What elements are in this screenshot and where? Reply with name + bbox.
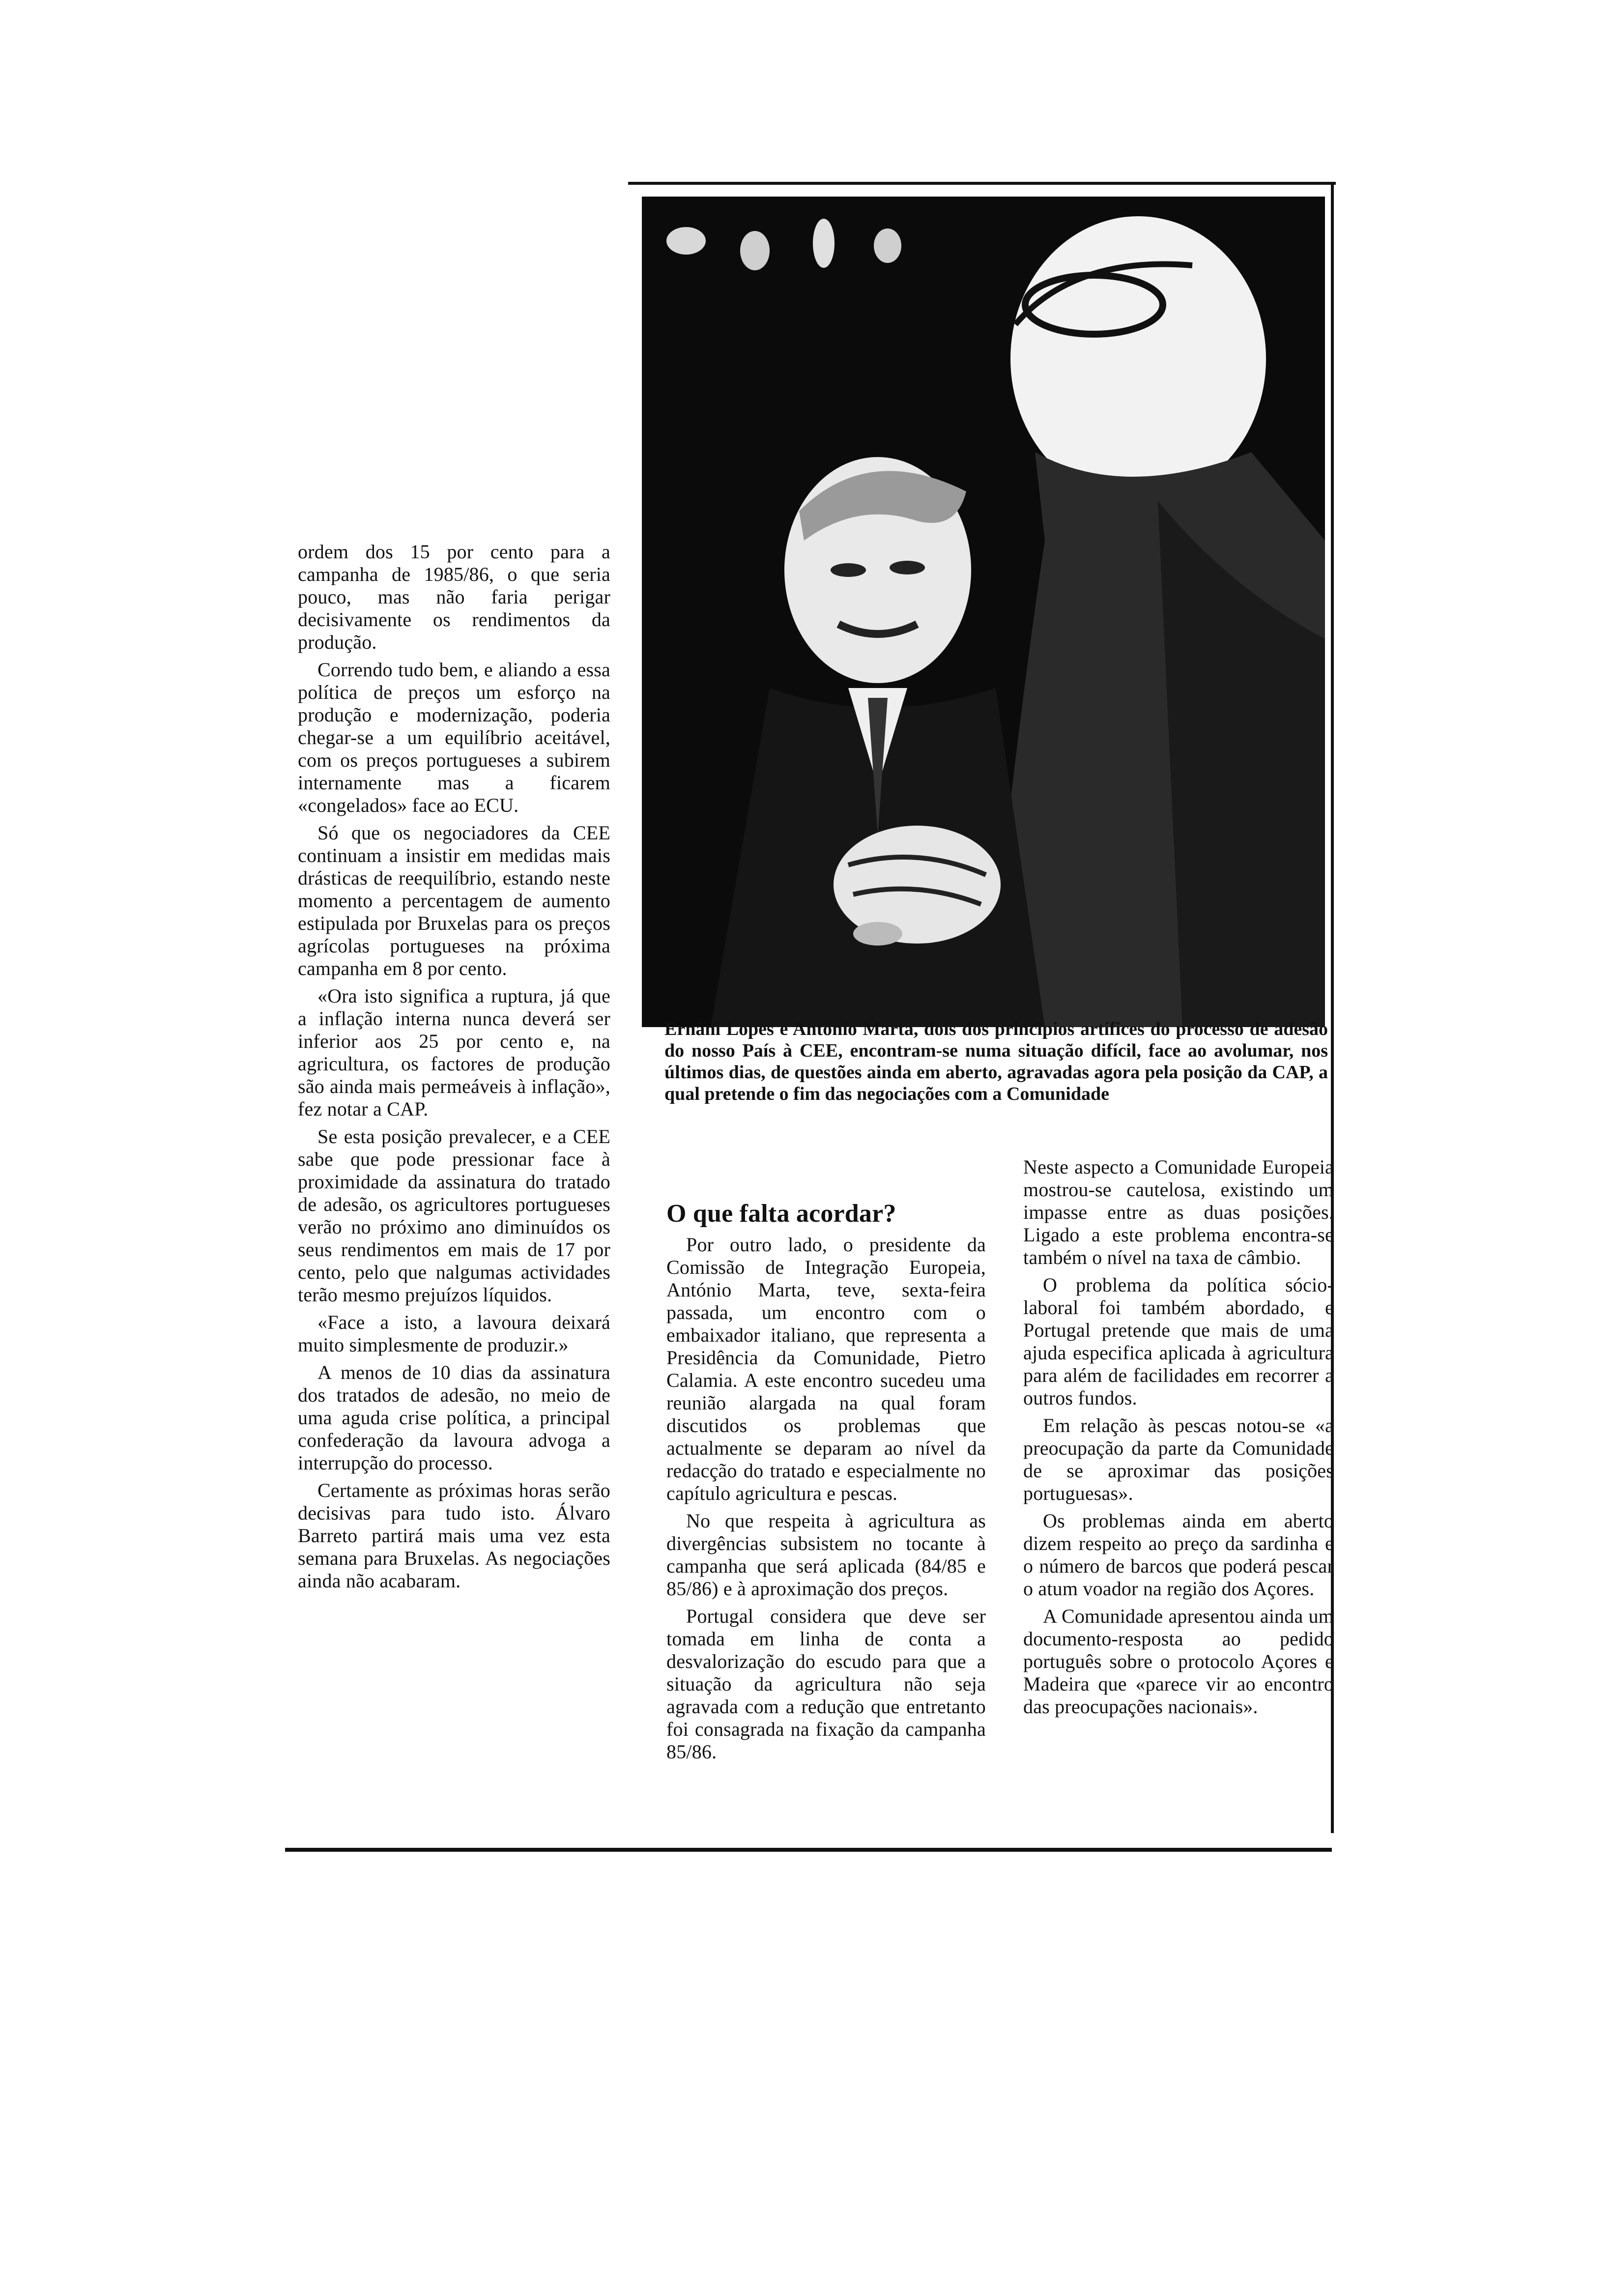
paragraph: Por outro lado, o presidente da Comissão de Integração Europeia, António Marta, teve, sexta-feira passada, um encontro com o embaixador italiano, que representa a Presidência da Comunidade, Pietro Calamia. A este encontro sucedeu uma reunião alargada na qual foram discutidos os problemas que actualmente se deparam ao nível da redacção do tratado e especialmente no capítulo agricultura e pescas.: [666, 1234, 986, 1504]
article-column-2: [666, 1199, 986, 1768]
paragraph: A Comunidade apresentou ainda um documento-resposta ao pedido português sobre o protocolo Açores e Madeira que «parece vir ao encontro das preocupações nacionais».: [1023, 1605, 1334, 1718]
news-photo: [642, 197, 1325, 1027]
paragraph: Correndo tudo bem, e aliando a essa política de preços um esforço na produção e modernização, poderia chegar-se a um equilíbrio aceitável, com os preços portugueses a subirem internamente mas a ficarem «congelados» face ao ECU.: [298, 659, 610, 816]
paragraph: «Ora isto significa a ruptura, já que a inflação interna nunca deverá ser inferior aos 25 por cento e, na agricultura, os factores de produção são ainda mais permeáveis à inflação», fez notar a CAP.: [298, 985, 610, 1120]
top-rule: [628, 182, 1336, 185]
paragraph: No que respeita à agricultura as divergências subsistem no tocante à campanha que será aplicada (84/85 e 85/86) e à aproximação dos preços.: [666, 1510, 986, 1600]
paragraph: Se esta posição prevalecer, e a CEE sabe que pode pressionar face à proximidade da assinatura do tratado de adesão, os agricultores portugueses verão no próximo ano diminuídos os seus rendimentos em mais de 17 por cento, pelo que nalgumas actividades terão mesmo prejuízos líquidos.: [298, 1125, 610, 1306]
paragraph: Neste aspecto a Comunidade Europeia mostrou-se cautelosa, existindo um impasse entre as duas posições. Ligado a este problema encontra-se também o nível na taxa de câmbio.: [1023, 1156, 1334, 1268]
paragraph: Certamente as próximas horas serão decisivas para tudo isto. Álvaro Barreto partirá mais uma vez esta semana para Bruxelas. As negociações ainda não acabaram.: [298, 1479, 610, 1592]
paragraph: Só que os negociadores da CEE continuam a insistir em medidas mais drásticas de reequilíbrio, estando neste momento a percentagem de aumento estipulada por Bruxelas para os preços agrícolas portugueses na próxima campanha em 8 por cento.: [298, 822, 610, 979]
photo-illustration: [642, 197, 1325, 1027]
paragraph: Portugal considera que deve ser tomada em linha de conta a desvalorização do escudo para que a situação da agricultura não seja agravada com a redução que entretanto foi consagrada na fixação da campanha 85/86.: [666, 1605, 986, 1763]
paragraph: O problema da política sócio-laboral foi também abordado, e Portugal pretende que mais de uma ajuda especifica aplicada à agricultura para além de facilidades em recorrer a outros fundos.: [1023, 1274, 1334, 1409]
paragraph: Os problemas ainda em aberto dizem respeito ao preço da sardinha e o número de barcos que poderá pescar o atum voador na região dos Açores.: [1023, 1510, 1334, 1600]
paragraph: «Face a isto, a lavoura deixará muito simplesmente de produzir.»: [298, 1311, 610, 1356]
bottom-rule: [285, 1848, 1332, 1852]
article-column-1: [298, 541, 610, 1597]
paragraph: Em relação às pescas notou-se «a preocupação da parte da Comunidade de se aproximar das posições portuguesas».: [1023, 1414, 1334, 1504]
article-column-3: [1023, 1156, 1334, 1723]
paragraph: A menos de 10 dias da assinatura dos tratados de adesão, no meio de uma aguda crise política, a principal confederação da lavoura advoga a interrupção do processo.: [298, 1361, 610, 1474]
paragraph: ordem dos 15 por cento para a campanha de 1985/86, o que seria pouco, mas não faria perigar decisivamente os rendimentos da produção.: [298, 541, 610, 653]
photo-caption: Ernâni Lopes e António Marta, dois dos principios artífices do processo de adesão do nosso País à CEE, encontram-se numa situação difícil, face ao avolumar, nos últimos dias, de questões ainda em aberto, agravadas agora pela posição da CAP, a qual pretende o fim das negociações com a Comunidade: [664, 1019, 1328, 1104]
section-heading: O que falta acordar?: [666, 1200, 896, 1228]
